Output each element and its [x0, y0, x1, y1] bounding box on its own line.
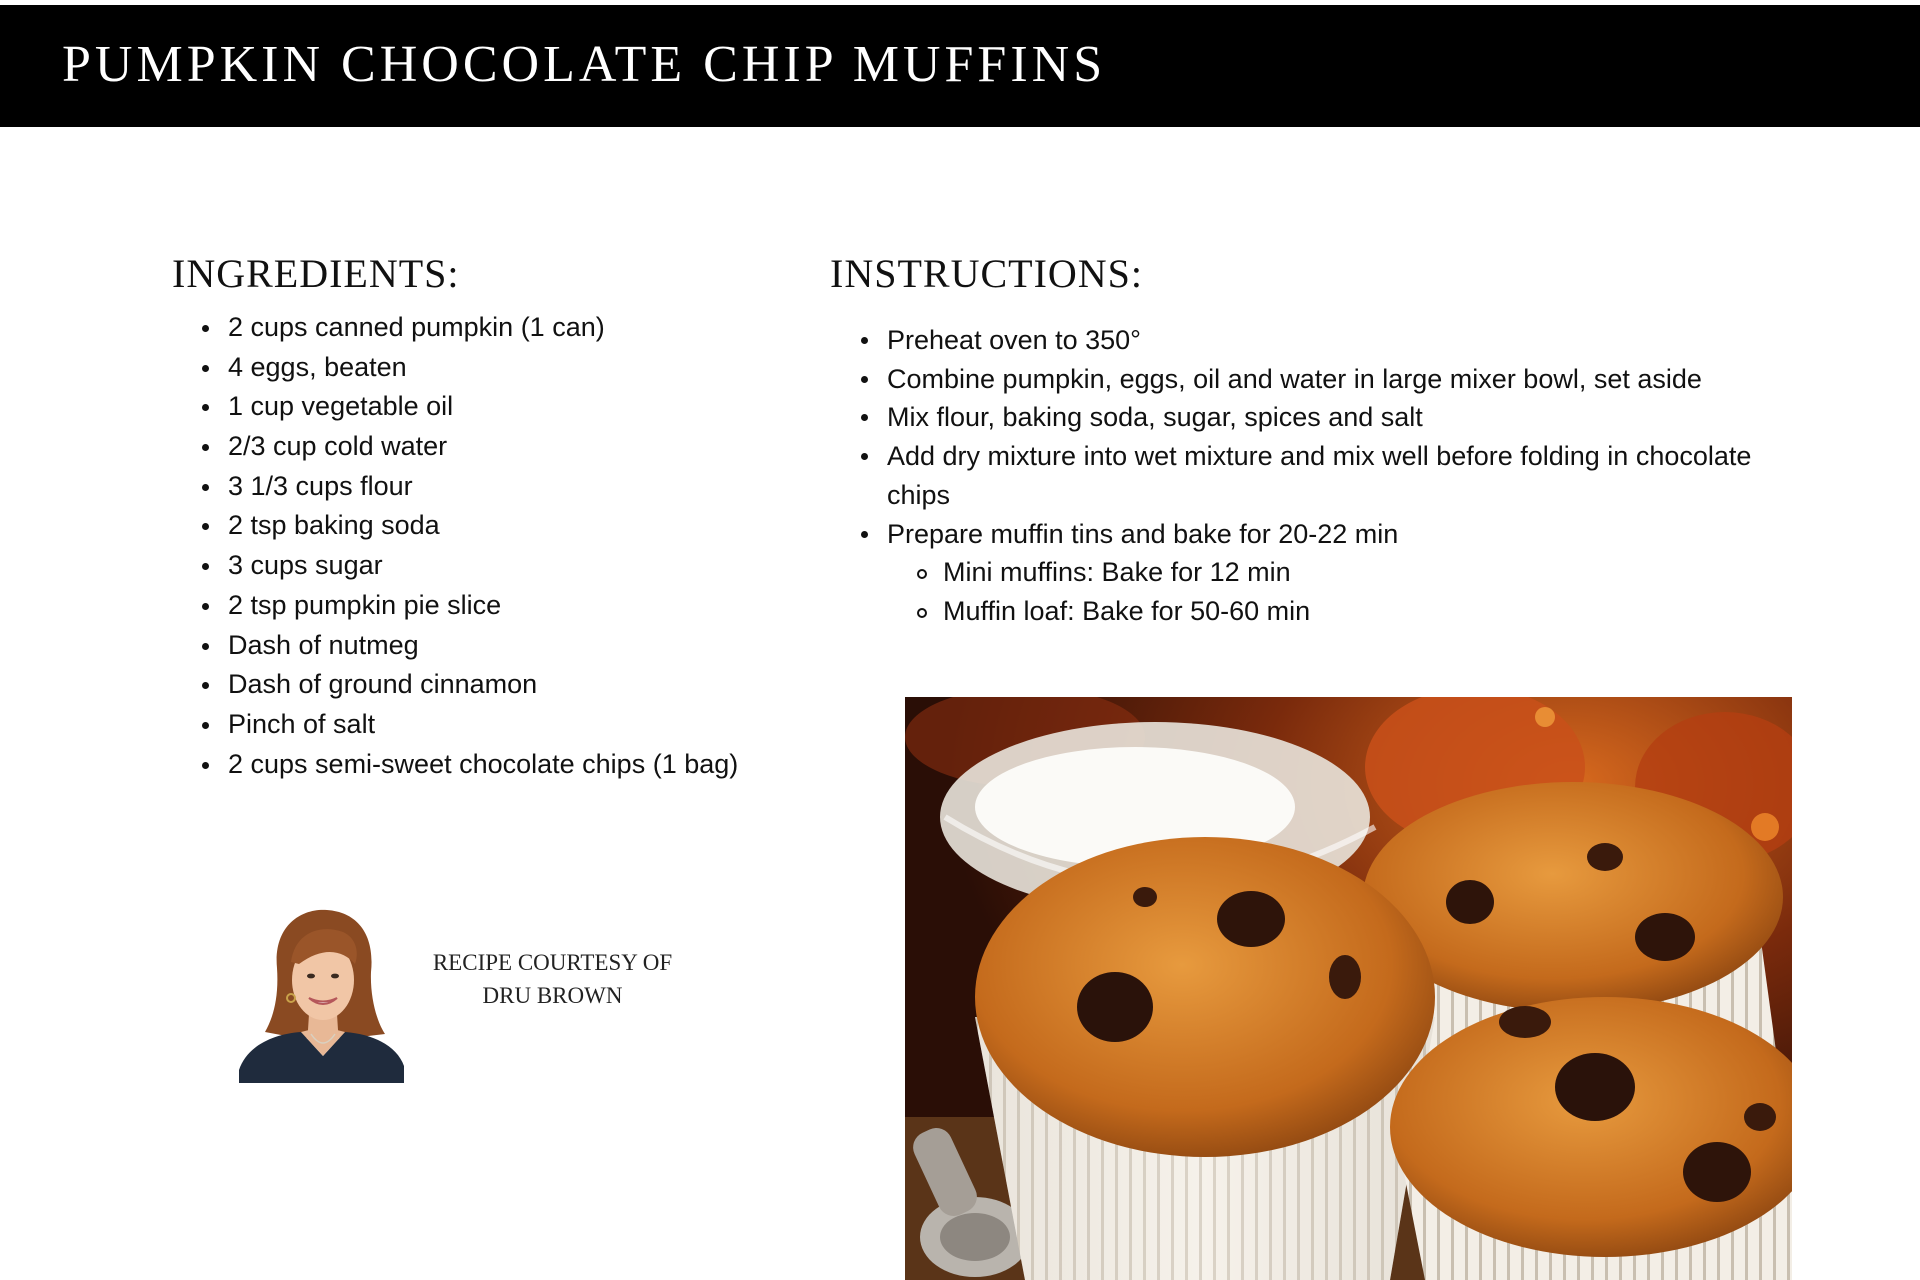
hollow-bullet-icon: [917, 569, 927, 579]
hollow-bullet-icon: [917, 608, 927, 618]
bullet-icon: [861, 414, 868, 421]
recipe-credit: [430, 946, 675, 1012]
ingredient-item: [228, 626, 788, 666]
ingredient-text: 2 cups canned pumpkin (1 can): [228, 312, 605, 342]
ingredient-text: Dash of nutmeg: [228, 629, 419, 660]
instruction-text: Prepare muffin tins and bake for 20-22 min: [887, 518, 1399, 549]
instruction-step: [887, 360, 1787, 399]
bullet-icon: [861, 337, 868, 344]
bullet-icon: [202, 762, 209, 769]
muffins-photo: [905, 697, 1792, 1280]
ingredient-item: [228, 705, 788, 745]
bullet-icon: [202, 603, 209, 610]
ingredient-item: [228, 308, 788, 348]
substep-text: Mini muffins: Bake for 12 min: [943, 557, 1291, 588]
instructions-heading: INSTRUCTIONS:: [830, 251, 1144, 296]
instruction-substep: [943, 592, 1787, 631]
bullet-icon: [861, 453, 868, 460]
ingredient-text: 2 cups semi-sweet chocolate chips (1 bag): [228, 748, 739, 779]
ingredient-item: [228, 387, 788, 427]
credit-line-1: RECIPE COURTESY OF: [432, 950, 673, 975]
instruction-substeps: [887, 553, 1787, 630]
recipe-title: PUMPKIN CHOCOLATE CHIP MUFFINS: [62, 36, 1107, 93]
title-banner: [0, 5, 1920, 127]
ingredient-item: [228, 546, 788, 586]
instruction-step: [887, 515, 1787, 631]
ingredient-item: [228, 467, 788, 507]
ingredients-list: [228, 308, 788, 784]
ingredient-text: Pinch of salt: [228, 708, 376, 739]
instruction-step: [887, 437, 1787, 514]
instruction-substep: [943, 553, 1787, 592]
author-portrait: [239, 906, 404, 1083]
instruction-text: Preheat oven to 350°: [887, 325, 1141, 355]
credit-author-name: DRU BROWN: [482, 983, 623, 1008]
instruction-text: Mix flour, baking soda, sugar, spices and salt: [887, 402, 1423, 433]
ingredients-heading: INGREDIENTS:: [172, 251, 460, 296]
ingredient-text: Dash of ground cinnamon: [228, 669, 538, 700]
instruction-text: Combine pumpkin, eggs, oil and water in large mixer bowl, set aside: [887, 363, 1702, 394]
bullet-icon: [861, 531, 868, 538]
instruction-step: [887, 398, 1787, 437]
ingredient-item: [228, 427, 788, 467]
bullet-icon: [202, 563, 209, 570]
ingredient-text: 1 cup vegetable oil: [228, 391, 454, 422]
ingredient-item: [228, 348, 788, 388]
bullet-icon: [202, 404, 209, 411]
bullet-icon: [202, 365, 209, 372]
ingredient-item: [228, 745, 788, 785]
bullet-icon: [202, 444, 209, 451]
bullet-icon: [202, 643, 209, 650]
ingredient-item: [228, 506, 788, 546]
ingredient-item: [228, 586, 788, 626]
bullet-icon: [861, 376, 868, 383]
bullet-icon: [202, 484, 209, 491]
bullet-icon: [202, 523, 209, 530]
bullet-icon: [202, 325, 209, 332]
ingredient-text: 2/3 cup cold water: [228, 431, 448, 462]
ingredient-text: 3 cups sugar: [228, 550, 383, 581]
ingredient-text: 2 tsp baking soda: [228, 510, 440, 541]
bullet-icon: [202, 722, 209, 729]
instruction-step: [887, 321, 1787, 360]
ingredient-text: 3 1/3 cups flour: [228, 470, 413, 501]
instructions-list: [887, 321, 1787, 631]
ingredient-text: 2 tsp pumpkin pie slice: [228, 589, 502, 620]
instruction-text: Add dry mixture into wet mixture and mix well before folding in chocolate chips: [887, 441, 1752, 510]
bullet-icon: [202, 682, 209, 689]
ingredient-item: [228, 665, 788, 705]
ingredient-text: 4 eggs, beaten: [228, 351, 407, 382]
substep-text: Muffin loaf: Bake for 50-60 min: [943, 595, 1311, 626]
